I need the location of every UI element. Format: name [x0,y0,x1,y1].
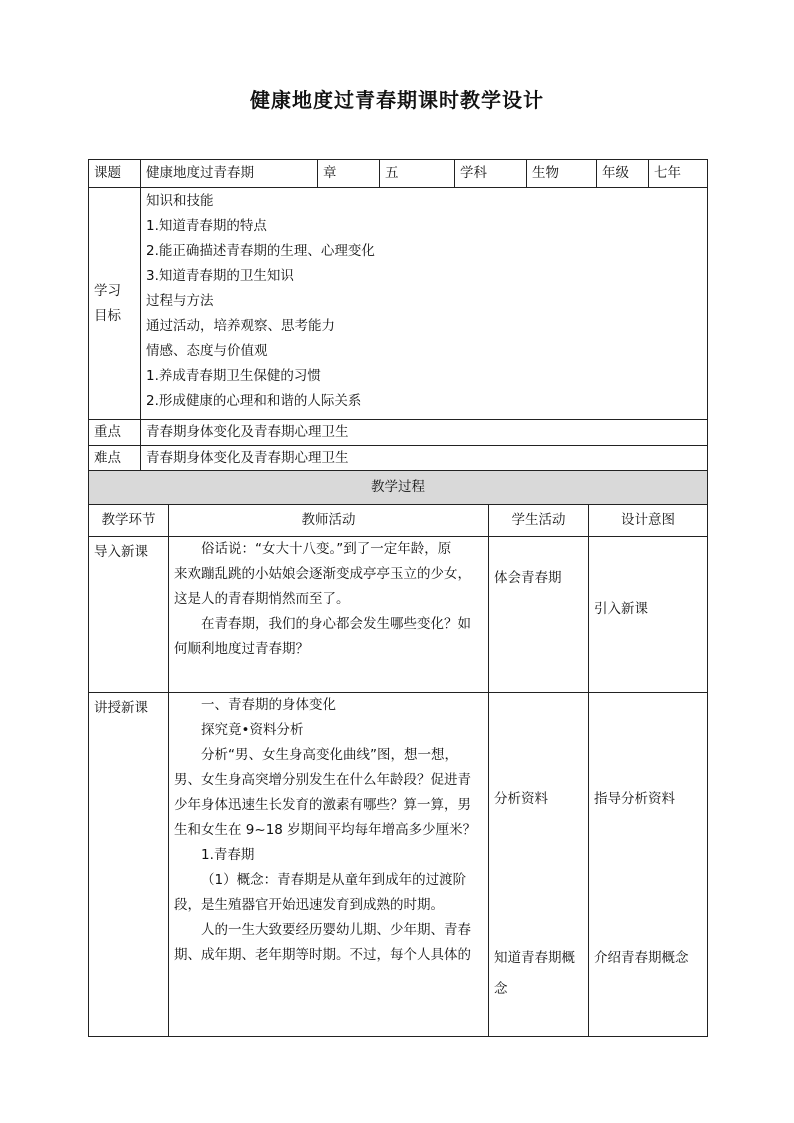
header-intent: 设计意图 [589,505,708,537]
teacher-line: 探究竟•资料分析 [201,722,304,738]
goal-line: 情感、态度与价值观 [146,343,268,359]
header-stage: 教学环节 [89,505,169,537]
goal-line: 通过活动，培养观察、思考能力 [146,318,335,334]
teaching-process-table [88,470,708,1037]
goal-line: 1.养成青春期卫生保健的习惯 [146,368,321,384]
goal-line: 1.知道青春期的特点 [146,218,267,234]
subject-label: 学科 [455,160,527,188]
teacher-line: 人的一生大致要经历婴幼儿期、少年期、青春 [201,922,471,938]
teacher-activity-intro [169,537,489,693]
student-text: 念 [494,981,508,997]
teacher-line: 在青春期，我们的身心都会发生哪些变化？如 [201,616,471,632]
intent-text: 介绍青春期概念 [594,950,689,966]
goal-line: 3.知道青春期的卫生知识 [146,268,294,284]
topic-value: 健康地度过青春期 [141,160,318,188]
difficulty-label: 难点 [89,446,141,472]
stage-new-lesson: 讲授新课 [89,693,169,1037]
design-intent-new [589,693,708,1037]
student-text: 知道青春期概 [494,950,575,966]
lesson-info-table [88,159,708,472]
teacher-line: 期、成年期、老年期等时期。不过，每个人具体的 [174,947,471,963]
header-teacher: 教师活动 [169,505,489,537]
key-point-label: 重点 [89,420,141,446]
page-title: 健康地度过青春期课时教学设计 [250,88,544,112]
teacher-line: 一、青春期的身体变化 [201,697,336,713]
teacher-line: 俗话说：“女大十八变。”到了一定年龄，原 [201,541,452,557]
teacher-line: 1.青春期 [201,847,255,863]
section-title: 教学过程 [89,471,708,505]
goals-label-line-2: 目标 [94,307,121,324]
intent-text: 指导分析资料 [594,791,675,807]
grade-label: 年级 [597,160,649,188]
intent-text: 引入新课 [594,601,648,617]
student-activity-new [489,693,589,1037]
teacher-line: 分析“男、女生身高变化曲线”图，想一想， [201,747,458,763]
key-point-value: 青春期身体变化及青春期心理卫生 [141,420,708,446]
header-student: 学生活动 [489,505,589,537]
student-activity-intro [489,537,589,693]
teacher-line: 这是人的青春期悄然而至了。 [174,591,350,607]
student-text: 分析资料 [494,791,548,807]
chapter-value: 五 [380,160,455,188]
goals-label [89,188,141,420]
design-intent-intro [589,537,708,693]
teacher-line: 男、女生身高突增分别发生在什么年龄段？促进青 [174,772,471,788]
goal-line: 过程与方法 [146,293,214,309]
teacher-activity-new [169,693,489,1037]
goal-line: 2.能正确描述青春期的生理、心理变化 [146,243,375,259]
difficulty-value: 青春期身体变化及青春期心理卫生 [141,446,708,472]
teacher-line: 少年身体迅速生长发育的激素有哪些？算一算，男 [174,797,471,813]
topic-label: 课题 [89,160,141,188]
goal-line: 知识和技能 [146,193,214,209]
chapter-label: 章 [318,160,380,188]
student-text: 体会青春期 [494,570,562,586]
goals-label-line-1: 学习 [94,282,121,299]
goals-content [141,188,708,420]
grade-value: 七年 [649,160,708,188]
stage-intro: 导入新课 [89,537,169,693]
teacher-line: 生和女生在 9~18 岁期间平均每年增高多少厘米？ [174,822,477,838]
teacher-line: 何顺利地度过青春期？ [174,641,309,657]
teacher-line: （1）概念：青春期是从童年到成年的过渡阶 [201,872,467,888]
teacher-line: 来欢蹦乱跳的小姑娘会逐渐变成亭亭玉立的少女， [174,566,471,582]
teacher-line: 段，是生殖器官开始迅速发育到成熟的时期。 [174,897,444,913]
goal-line: 2.形成健康的心理和和谐的人际关系 [146,393,362,409]
subject-value: 生物 [527,160,597,188]
